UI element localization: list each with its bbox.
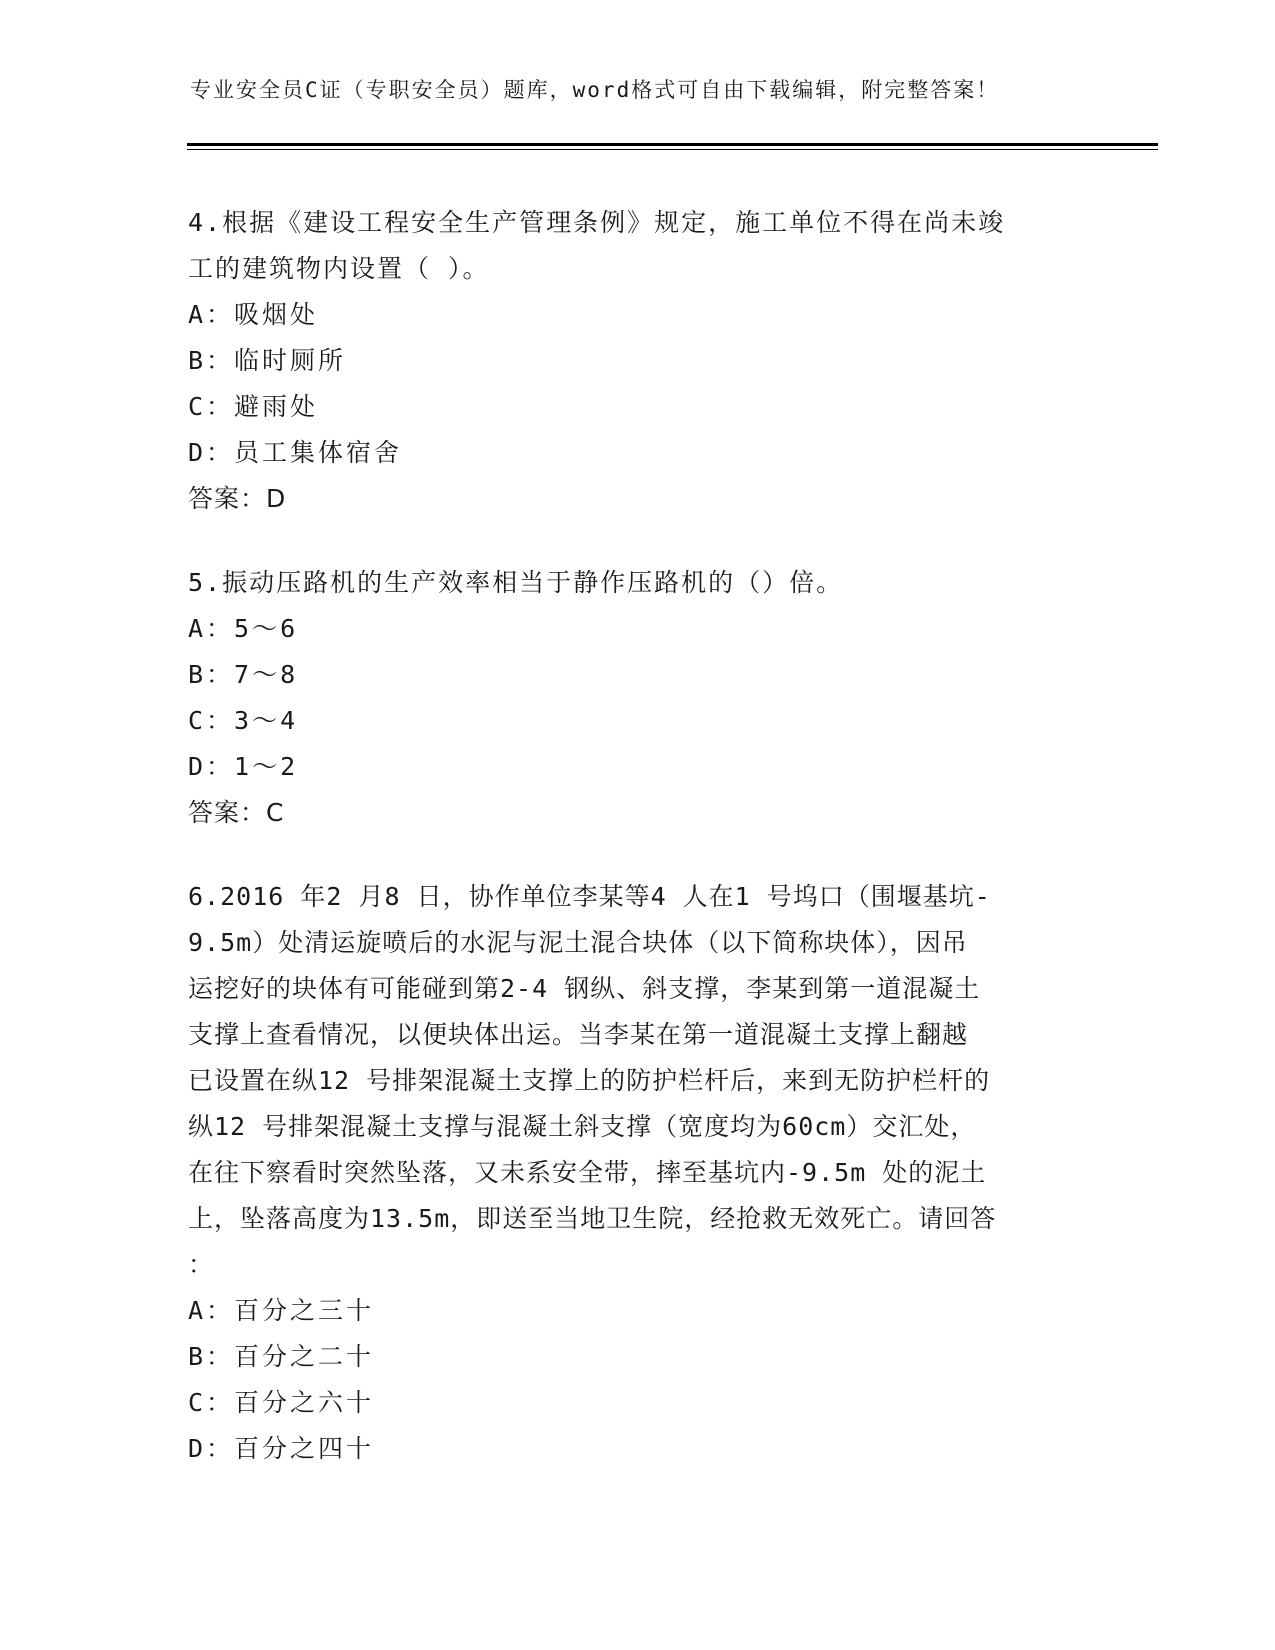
option-b: B：7～8 [188,660,299,689]
option-d: D：百分之四十 [188,1434,375,1463]
option-c: C：3～4 [188,706,299,735]
stem-line: 上，坠落高度为13.5m，即送至当地卫生院，经抢救无效死亡。请回答 [188,1204,997,1233]
option-c: C：百分之六十 [188,1388,375,1417]
stem-line: 工的建筑物内设置（ ）。 [188,254,490,283]
header-divider [187,143,1158,146]
header-divider-thin [187,149,1158,150]
option-d: D：1～2 [188,752,299,781]
answer-line: 答案：C [188,798,285,827]
question-stem [188,874,1088,1288]
stem-line: 9.5m）处清运旋喷后的水泥与泥土混合块体（以下简称块体），因吊 [188,928,968,957]
page-header: 专业安全员C证（专职安全员）题库，word格式可自由下载编辑，附完整答案！ [190,78,1000,102]
option-c: C：避雨处 [188,392,319,421]
option-b: B：百分之二十 [188,1342,375,1371]
option-a: A：百分之三十 [188,1296,375,1325]
question-stem [188,200,1088,292]
question-list [188,200,1088,1510]
option-b: B：临时厕所 [188,346,347,375]
option-a: A：吸烟处 [188,300,319,329]
stem-line: 支撑上查看情况，以便块体出运。当李某在第一道混凝土支撑上翻越 [188,1020,969,1049]
question-5 [188,560,1088,836]
stem-line: 6.2016 年2 月8 日，协作单位李某等4 人在1 号坞口（围堰基坑- [188,882,991,911]
stem-line: 5.振动压路机的生产效率相当于静作压路机的（）倍。 [188,568,844,597]
option-a: A：5～6 [188,614,299,643]
answer-line: 答案：D [188,484,287,513]
stem-line: 已设置在纵12 号排架混凝土支撑上的防护栏杆后，来到无防护栏杆的 [188,1066,991,1095]
question-stem [188,560,1088,606]
stem-line: 运挖好的块体有可能碰到第2-4 钢纵、斜支撑，李某到第一道混凝土 [188,974,981,1003]
stem-line: 在往下察看时突然坠落，又未系安全带，摔至基坑内-9.5m 处的泥土 [188,1158,987,1187]
stem-line: 4.根据《建设工程安全生产管理条例》规定，施工单位不得在尚未竣 [188,208,1006,237]
stem-line: ： [188,1250,215,1279]
stem-line: 纵12 号排架混凝土支撑与混凝土斜支撑（宽度均为60cm）交汇处， [188,1112,977,1141]
question-6 [188,874,1088,1472]
question-4 [188,200,1088,522]
option-d: D：员工集体宿舍 [188,438,403,467]
